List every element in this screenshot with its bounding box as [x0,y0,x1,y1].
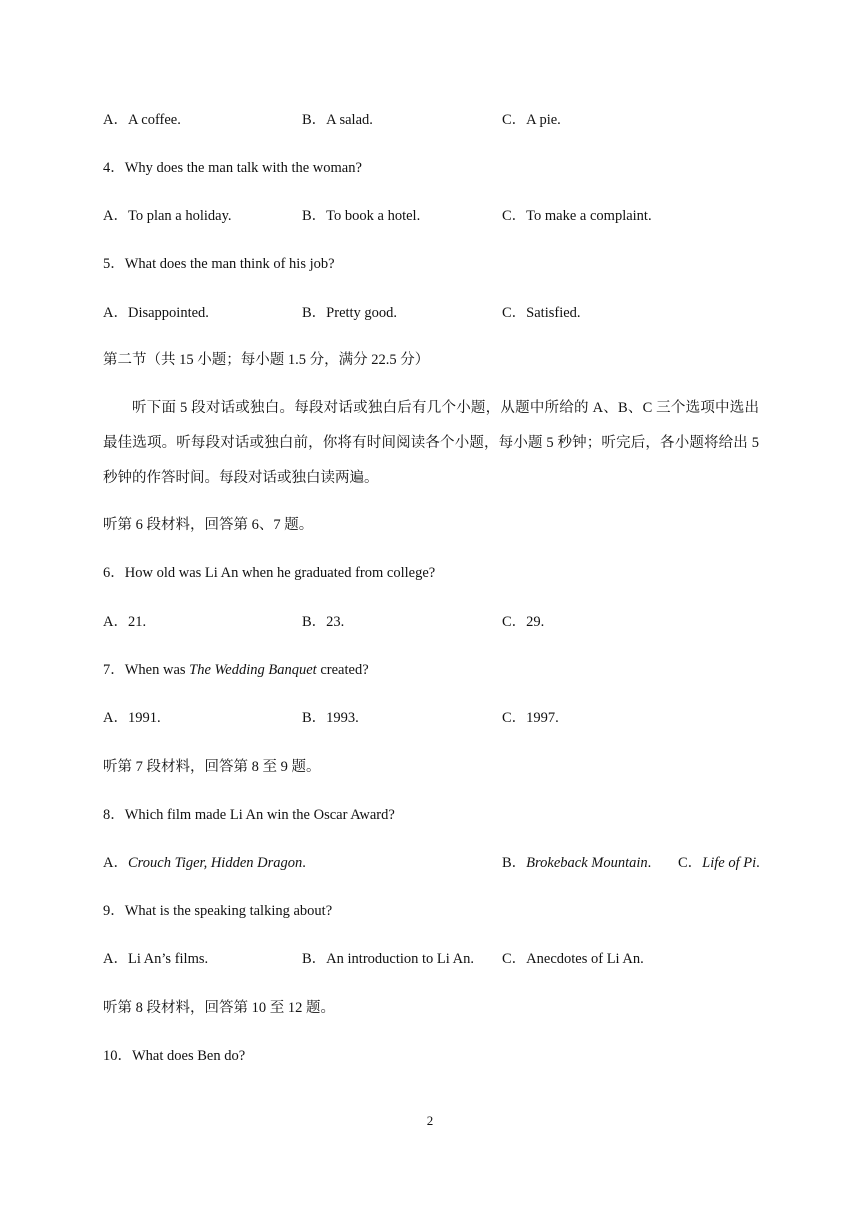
q6-option-a: A．21. [103,614,147,630]
section2-heading: 第二节（共 15 小题；每小题 1.5 分，满分 22.5 分） [103,352,430,368]
material8-heading: 听第 8 段材料，回答第 10 至 12 题。 [103,1000,335,1016]
material6-heading: 听第 6 段材料，回答第 6、7 题。 [103,517,314,533]
q8-option-a-title: Crouch Tiger, Hidden Dragon [127,855,303,871]
q7-option-c: C．1997. [502,710,559,726]
q8-option-b-title: Brokeback Mountain [526,855,648,871]
q7-option-a: A．1991. [103,710,161,726]
q9-option-b: B．An introduction to Li An. [302,951,474,967]
q4-option-c: C．To make a complaint. [502,208,652,224]
q7-film-title: The Wedding Banquet [189,662,317,678]
q5-stem: 5．What does the man think of his job? [103,256,335,272]
q7-stem-suffix: created? [316,662,369,678]
page-number: 2 [426,1113,434,1128]
q3-option-b: B．A salad. [302,112,373,128]
q8-option-a-label: A． [103,855,128,871]
q6-option-c: C．29. [502,614,545,630]
q5-option-c: C．Satisfied. [502,305,581,321]
q6-stem: 6．How old was Li An when he graduated from college? [103,565,436,581]
q7-stem-prefix: 7．When was [103,662,190,678]
q5-option-b: B．Pretty good. [302,305,398,321]
q7-option-b: B．1993. [302,710,359,726]
q9-option-a: A．Li An’s films. [103,951,209,967]
q3-option-c: C．A pie. [502,112,561,128]
section2-instructions: 听下面 5 段对话或独白。每段对话或独白后有几个小题，从题中所给的 A、B、C 三个选项中选出最佳选项。听每段对话或独白前，你将有时间阅读各个小题，每小题 5 秒钟；听完后，各小题将给出 5 秒钟的作答时间。每段对话或独白读两遍。 [103,400,759,486]
q8-option-c [678,853,760,873]
material7-heading: 听第 7 段材料，回答第 8 至 9 题。 [103,759,321,775]
q10-stem: 10．What does Ben do? [103,1048,246,1064]
q3-option-a: A．A coffee. [103,112,181,128]
q9-option-c: C．Anecdotes of Li An. [502,951,644,967]
q8-option-c-title: Life of Pi [702,855,757,871]
q5-option-a: A．Disappointed. [103,305,209,321]
q8-option-a-end: . [302,855,306,871]
q8-option-b-label: B． [502,855,527,871]
q8-option-c-end: . [756,855,760,871]
q4-option-a: A．To plan a holiday. [103,208,232,224]
q4-option-b: B．To book a hotel. [302,208,421,224]
q7-stem [103,660,369,680]
q9-stem: 9．What is the speaking talking about? [103,903,333,919]
q6-option-b: B．23. [302,614,345,630]
q8-option-c-label: C． [678,855,703,871]
q8-option-b [502,853,651,873]
q8-option-b-end: . [647,855,652,871]
q4-stem: 4．Why does the man talk with the woman? [103,160,362,176]
q8-stem: 8．Which film made Li An win the Oscar Award? [103,807,395,823]
q8-option-a [103,853,306,873]
